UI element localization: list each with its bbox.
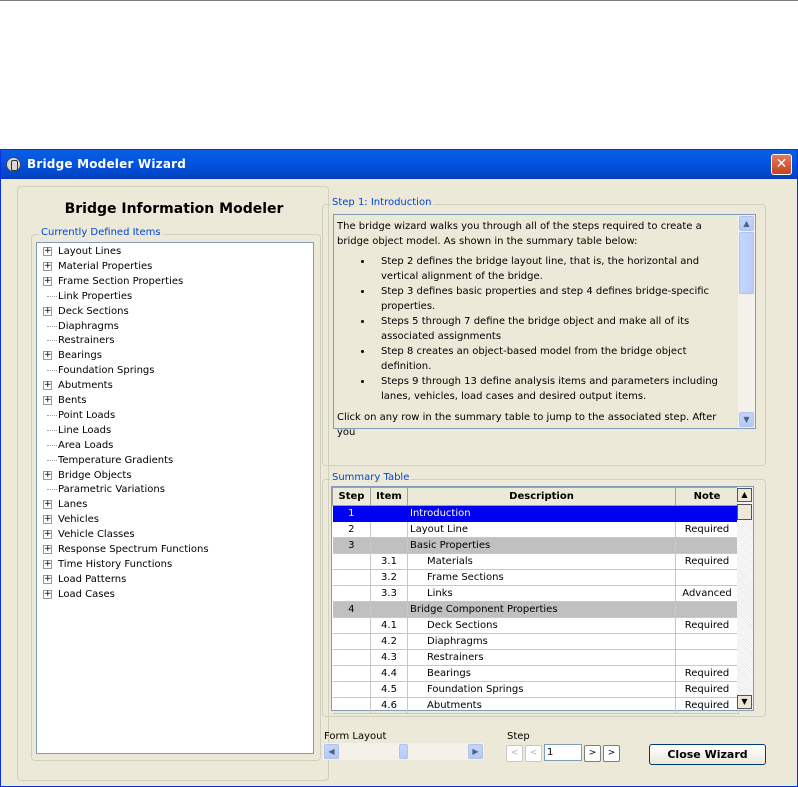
next-step-button[interactable]: > xyxy=(584,745,601,762)
cell-note: Required xyxy=(676,554,739,570)
expand-icon[interactable]: + xyxy=(44,544,52,554)
form-layout-slider[interactable] xyxy=(323,743,484,760)
intro-bullet: • Step 2 defines the bridge layout line, that is, the horizontal and vertical alignment of the bridge. xyxy=(373,254,735,284)
cell-step xyxy=(333,554,371,570)
cell-step xyxy=(333,618,371,634)
cell-note xyxy=(676,634,739,650)
scroll-left-icon[interactable]: ◀ xyxy=(324,744,339,759)
cell-note: Required xyxy=(676,522,739,538)
tree-connector xyxy=(47,340,57,341)
tree-item-label: Diaphragms xyxy=(58,320,119,332)
tree-connector xyxy=(47,445,57,446)
defined-items-tree[interactable] xyxy=(36,242,314,754)
tree-connector xyxy=(47,296,57,297)
introduction-text xyxy=(337,219,735,440)
cell-item xyxy=(371,602,408,618)
currently-defined-items-legend: Currently Defined Items xyxy=(41,227,161,238)
cell-item: 3.3 xyxy=(371,586,408,602)
cell-item: 4.2 xyxy=(371,634,408,650)
introduction-text-box[interactable] xyxy=(333,214,756,438)
summary-table xyxy=(332,487,739,714)
close-wizard-button[interactable]: Close Wizard xyxy=(649,744,766,765)
table-row[interactable] xyxy=(333,666,739,682)
scroll-right-icon[interactable]: ▶ xyxy=(468,744,483,759)
table-row[interactable] xyxy=(333,538,739,554)
expand-icon[interactable]: + xyxy=(44,469,52,480)
scroll-up-icon[interactable]: ▲ xyxy=(737,488,752,502)
scroll-down-icon[interactable]: ▼ xyxy=(737,695,752,709)
tree-item-label: Abutments xyxy=(58,380,113,392)
tree-item-label: Response Spectrum Functions xyxy=(58,544,209,555)
cell-item: 4.6 xyxy=(371,698,408,714)
cell-step xyxy=(333,570,371,586)
summary-table-container xyxy=(331,486,754,711)
expand-icon[interactable]: + xyxy=(44,395,52,405)
summary-header-row xyxy=(333,488,739,506)
cell-note xyxy=(676,538,739,554)
last-step-button[interactable]: > xyxy=(603,745,620,762)
table-row[interactable] xyxy=(333,522,739,538)
tree-item-label: Bridge Objects xyxy=(58,469,132,481)
tree-connector xyxy=(47,489,57,490)
intro-paragraph: The bridge wizard walks you through all of the steps required to create a bridge object model. As shown in the summary table below: xyxy=(337,221,702,247)
tree-item-label: Layout Lines xyxy=(58,246,122,257)
top-divider xyxy=(0,0,798,1)
cell-item: 4.1 xyxy=(371,618,408,634)
cell-description: Deck Sections xyxy=(408,618,676,634)
previous-step-button[interactable]: < xyxy=(525,745,542,762)
cell-item: 4.5 xyxy=(371,682,408,698)
cell-description: Diaphragms xyxy=(408,634,676,650)
table-row[interactable] xyxy=(333,586,739,602)
cell-note: Advanced xyxy=(676,586,739,602)
cell-step xyxy=(333,666,371,682)
tree-item-label: Bents xyxy=(58,395,87,406)
cell-description: Layout Line xyxy=(408,522,676,538)
cell-step xyxy=(333,698,371,714)
tree-connector xyxy=(47,326,57,327)
cell-step xyxy=(333,682,371,698)
panel-title: Bridge Information Modeler xyxy=(64,201,284,217)
step-number-input[interactable]: 1 xyxy=(544,744,582,761)
intro-bullet-list xyxy=(337,254,735,404)
tree-item-label: Vehicle Classes xyxy=(58,529,135,541)
table-row[interactable] xyxy=(333,650,739,666)
expand-icon[interactable]: + xyxy=(44,588,52,599)
scroll-up-icon[interactable]: ▲ xyxy=(739,216,754,231)
table-row[interactable] xyxy=(333,634,739,650)
cell-note xyxy=(676,650,739,666)
cell-step xyxy=(333,586,371,602)
expand-icon[interactable]: + xyxy=(44,380,52,391)
intro-bullet: • Step 3 defines basic properties and step 4 defines bridge-specific properties. xyxy=(373,284,735,314)
close-icon[interactable]: ✕ xyxy=(771,154,792,175)
cell-note: Required xyxy=(676,618,739,634)
tree-item-label: Parametric Variations xyxy=(58,484,165,496)
cell-description: Links xyxy=(408,586,676,602)
cell-item: 3.2 xyxy=(371,570,408,586)
first-step-button[interactable]: < xyxy=(506,745,523,762)
expand-icon[interactable]: + xyxy=(44,573,52,584)
tree-connector xyxy=(47,460,57,461)
table-row[interactable] xyxy=(333,602,739,618)
cell-item: 4.3 xyxy=(371,650,408,666)
table-row[interactable] xyxy=(333,618,739,634)
tree-connector xyxy=(47,370,57,371)
expand-icon[interactable]: + xyxy=(44,529,52,540)
cell-step: 2 xyxy=(333,522,371,538)
tree-item-label: Time History Functions xyxy=(58,558,173,570)
window-title: Bridge Modeler Wizard xyxy=(27,157,187,171)
cell-note: Required xyxy=(676,666,739,682)
cell-note: Required xyxy=(676,698,739,714)
cell-note xyxy=(676,570,739,586)
cell-step xyxy=(333,650,371,666)
cell-item: 3.1 xyxy=(371,554,408,570)
tree-item-label: Lanes xyxy=(58,499,88,511)
cell-description: Restrainers xyxy=(408,650,676,666)
column-header-description[interactable]: Description xyxy=(408,488,676,506)
tree-item-label: Load Cases xyxy=(58,588,115,600)
cell-item xyxy=(371,506,408,522)
expand-icon[interactable]: + xyxy=(44,275,52,286)
step-label: Step xyxy=(507,731,530,742)
cell-description: Introduction xyxy=(408,506,676,522)
scroll-down-icon[interactable]: ▼ xyxy=(739,412,754,427)
cell-step xyxy=(333,634,371,650)
intro-scrollbar[interactable] xyxy=(738,215,755,428)
summary-scrollbar[interactable] xyxy=(737,487,753,710)
tree-connector xyxy=(47,430,57,431)
tree-item-label: Deck Sections xyxy=(58,305,129,317)
cell-description: Frame Sections xyxy=(408,570,676,586)
expand-icon[interactable]: + xyxy=(44,246,52,256)
tree-item-label: Load Patterns xyxy=(58,573,127,585)
scroll-thumb[interactable] xyxy=(739,232,754,294)
tree-item-label: Link Properties xyxy=(58,290,133,302)
cell-step: 4 xyxy=(333,602,371,618)
column-header-item[interactable]: Item xyxy=(371,488,408,506)
cell-note xyxy=(676,602,739,618)
tree-item-label: Area Loads xyxy=(58,439,114,451)
summary-table-legend: Summary Table xyxy=(332,472,410,483)
form-layout-label: Form Layout xyxy=(324,731,387,742)
tree-item-label: Material Properties xyxy=(58,260,153,272)
tree-item-label: Restrainers xyxy=(58,335,115,347)
tree-item-label: Bearings xyxy=(58,350,102,362)
column-header-step[interactable]: Step xyxy=(333,488,371,506)
cell-note xyxy=(676,506,739,522)
tree-connector xyxy=(47,415,57,416)
cell-note: Required xyxy=(676,682,739,698)
cell-description: Foundation Springs xyxy=(408,682,676,698)
cell-description: Materials xyxy=(408,554,676,570)
cell-description: Bridge Component Properties xyxy=(408,602,676,618)
table-row[interactable] xyxy=(333,570,739,586)
step-legend: Step 1: Introduction xyxy=(332,197,432,208)
table-row[interactable] xyxy=(333,682,739,698)
tree-item-label: Vehicles xyxy=(58,514,99,526)
table-row[interactable] xyxy=(333,698,739,714)
cell-description: Bearings xyxy=(408,666,676,682)
cell-step: 3 xyxy=(333,538,371,554)
cell-item: 4.4 xyxy=(371,666,408,682)
tree-item-label: Foundation Springs xyxy=(58,365,155,377)
table-row[interactable] xyxy=(333,554,739,570)
tree-item-label: Line Loads xyxy=(58,424,112,436)
title-bar[interactable] xyxy=(1,150,797,179)
tree-item-label: Point Loads xyxy=(58,409,116,421)
expand-icon[interactable]: + xyxy=(44,260,52,271)
cell-description: Basic Properties xyxy=(408,538,676,554)
cell-item xyxy=(371,538,408,554)
expand-icon[interactable]: + xyxy=(44,514,52,525)
intro-bullet: • Steps 9 through 13 define analysis items and parameters including lanes, vehicles, load cases and desired output items. xyxy=(373,374,735,404)
app-icon xyxy=(6,157,21,172)
expand-icon[interactable]: + xyxy=(44,305,52,316)
intro-bullet: • Step 8 creates an object-based model from the bridge object definition. xyxy=(373,344,735,374)
cell-step: 1 xyxy=(333,506,371,522)
cell-item xyxy=(371,522,408,538)
expand-icon[interactable]: + xyxy=(44,350,52,361)
intro-footer: Click on any row in the summary table to jump to the associated step. After you xyxy=(337,412,717,438)
table-row[interactable] xyxy=(333,506,739,522)
column-header-note[interactable]: Note xyxy=(676,488,739,506)
cell-description: Abutments xyxy=(408,698,676,714)
expand-icon[interactable]: + xyxy=(44,558,52,569)
intro-bullet: • Steps 5 through 7 define the bridge object and make all of its associated assignments xyxy=(373,314,735,344)
tree-item-label: Frame Section Properties xyxy=(58,275,184,287)
scroll-thumb[interactable] xyxy=(737,504,752,520)
slider-thumb[interactable] xyxy=(399,744,408,759)
tree-item-label: Temperature Gradients xyxy=(58,454,174,466)
expand-icon[interactable]: + xyxy=(44,499,52,510)
